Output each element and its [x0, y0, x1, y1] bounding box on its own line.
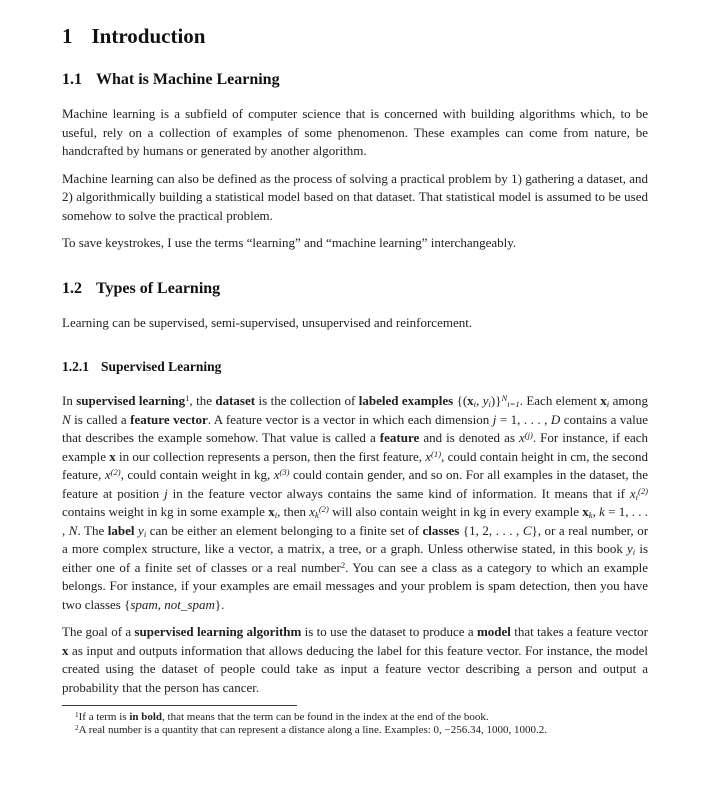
text-segment: . You can see a class as a category to which an example belongs. For instance, if your examples are email messages and your problem is spam detection, then you have two classes { [62, 559, 648, 612]
text-segment: To save keystrokes, I use the terms “learning” and “machine learning” interchangeably. [62, 235, 517, 250]
text-segment: is the collection of [255, 393, 359, 408]
paragraph [62, 392, 648, 614]
text-segment: N [501, 393, 508, 404]
text-segment: x [518, 430, 525, 445]
text-segment: C [522, 522, 532, 538]
text-segment: supervised learning [76, 393, 186, 408]
text-segment: N [62, 411, 71, 427]
section-number: 1.1 [62, 71, 82, 88]
section-what-is-machine-learning [62, 70, 648, 253]
section-title: What is Machine Learning [96, 71, 280, 88]
text-segment: (2) [637, 485, 648, 496]
paragraph [62, 170, 648, 226]
text-segment: as input and outputs information that allows deducing the label for this feature vector. For instance, the model created using the dataset of people could take as input a feature vector describing a person and output a probability that the person has cancer. [62, 642, 648, 695]
text-segment: y [482, 393, 489, 408]
text-segment: {1, 2, . . . , [459, 522, 523, 538]
text-segment: , could contain height in cm, the second feature, [62, 448, 648, 482]
text-segment: . For instance, if each example [62, 430, 649, 464]
text-segment: D [550, 411, 561, 427]
text-segment: , [476, 393, 483, 408]
text-segment: i [473, 399, 477, 410]
chapter-number: 1 [62, 24, 73, 48]
chapter-heading [62, 24, 648, 48]
text-segment: (3) [279, 467, 290, 478]
text-segment: label [107, 522, 135, 538]
text-segment: i=1 [507, 399, 520, 410]
text-segment: contains a value that describes the example somehow. That value is called a [62, 411, 649, 445]
text-segment: i [143, 528, 147, 539]
text-segment: }. [214, 596, 225, 612]
text-segment: will also contain weight in kg in every example [328, 504, 583, 519]
paragraph [62, 314, 648, 333]
text-segment: in the feature vector always contains the same kind of information. It means that if [167, 485, 630, 501]
footnote-marker: 1 [75, 710, 79, 719]
paragraph [62, 105, 648, 161]
text-segment: {( [453, 393, 468, 408]
text-segment: k [599, 504, 605, 519]
text-segment: among [609, 393, 648, 408]
text-segment: . Each element [519, 393, 601, 408]
text-segment: is called a [70, 411, 131, 427]
footnote [62, 711, 648, 724]
text-segment: )} [490, 393, 502, 408]
paragraph [62, 623, 648, 697]
text-segment: Learning can be supervised, semi-supervised, unsupervised and reinforcement. [62, 314, 473, 330]
text-segment: x [629, 485, 636, 501]
text-segment: N [68, 522, 78, 538]
text-segment: y [627, 541, 633, 556]
text-segment: . A feature vector is a vector in which each dimension [207, 411, 493, 427]
text-segment: labeled examples [358, 393, 454, 408]
subsection-title: Supervised Learning [101, 359, 222, 374]
text-segment: is either one of a finite set of classes or a real number [62, 541, 649, 575]
text-segment: in our collection represents a person, then the first feature, [115, 448, 426, 464]
subsection-heading [62, 358, 648, 376]
text-segment: x [62, 642, 69, 658]
text-segment: model [476, 624, 511, 639]
text-segment: x [309, 504, 315, 519]
text-segment: x [467, 393, 474, 408]
text-segment: k [588, 510, 593, 521]
text-segment: Machine learning is a subfield of computer science that is concerned with building algorithms which, to be useful, rely on a collection of examples of some phenomenon. These examples can come from nature, be handcrafted by humans or generated by another algorithm. [62, 106, 648, 158]
text-segment: supervised learning algorithm [134, 624, 302, 639]
text-segment: i [632, 547, 636, 558]
text-segment: that takes a feature vector [510, 624, 648, 639]
text-segment: is to use the dataset to produce a [301, 624, 477, 639]
text-segment: The goal of a [62, 624, 135, 639]
text-segment: Machine learning can also be defined as the process of solving a practical problem by 1) gathering a dataset, and 2) algorithmically building a statistical model based on that dataset. That statistical model is assumed to be used somehow to solve the practical problem. [62, 170, 648, 223]
text-segment: , that means that the term can be found in the index at the end of the book. [162, 711, 489, 723]
section-number: 1.2 [62, 279, 82, 297]
text-segment: j [164, 485, 168, 501]
section-heading [62, 279, 648, 299]
text-segment: could contain gender, and so on. For all examples in the dataset, the feature at position [62, 467, 648, 501]
text-segment: x [582, 504, 589, 519]
footnote-marker: 2 [75, 723, 79, 732]
section-types-of-learning [62, 279, 648, 698]
text-segment: i [274, 510, 278, 521]
text-segment: (1) [431, 448, 442, 459]
section-title: Types of Learning [96, 279, 221, 297]
text-segment: If a term is [78, 711, 130, 723]
footnote-marker: 1 [185, 393, 190, 404]
text-segment: (j) [524, 430, 533, 441]
text-segment: k [315, 510, 319, 521]
text-segment: = 1, . . . , [496, 411, 551, 427]
text-segment: In [62, 393, 77, 408]
text-segment: dataset [215, 393, 256, 408]
text-segment: x [273, 467, 280, 482]
text-segment: }, or a real number, or a more complex structure, like a vector, a matrix, a tree, or a graph. Unless otherwise stated, in this book [62, 522, 649, 556]
footnote [62, 724, 648, 737]
footnotes-area [62, 705, 648, 737]
text-segment: , [592, 504, 600, 519]
text-segment: i [606, 399, 610, 410]
text-segment: feature vector [130, 411, 208, 427]
text-segment: contains weight in kg in some example [62, 504, 269, 519]
footnote-rule [62, 705, 297, 706]
text-segment: x [268, 504, 275, 519]
text-segment: i [488, 399, 491, 410]
section-heading [62, 70, 648, 90]
paragraph [62, 234, 648, 253]
text-segment: j [492, 411, 497, 427]
text-segment: , the [189, 393, 216, 408]
text-segment: x [109, 448, 116, 464]
text-segment: x [425, 448, 432, 464]
text-segment: x [104, 467, 111, 482]
text-segment: . The [77, 522, 108, 538]
text-segment: i [635, 491, 638, 502]
text-segment: (2) [110, 467, 121, 478]
text-segment: , then [277, 504, 310, 519]
text-segment: y [138, 522, 144, 538]
subsection-number: 1.2.1 [62, 359, 89, 374]
chapter-title: Introduction [91, 24, 206, 48]
text-segment: , could contain weight in kg, [120, 467, 274, 482]
text-segment: = 1, . . . , [62, 504, 649, 538]
text-segment: x [600, 393, 607, 408]
text-segment: feature [379, 430, 420, 445]
footnote-marker: 2 [340, 559, 346, 570]
text-segment: spam, not_spam [130, 596, 215, 612]
text-segment: classes [422, 522, 460, 538]
text-segment: (2) [318, 504, 329, 515]
text-segment: and is denoted as [419, 430, 519, 445]
text-segment: can be either an element belonging to a finite set of [146, 522, 423, 538]
text-segment: A real number is a quantity that can represent a distance along a line. Examples: 0, −256.34, 1000, 1000.2. [78, 724, 548, 737]
text-segment: in bold [129, 711, 163, 723]
